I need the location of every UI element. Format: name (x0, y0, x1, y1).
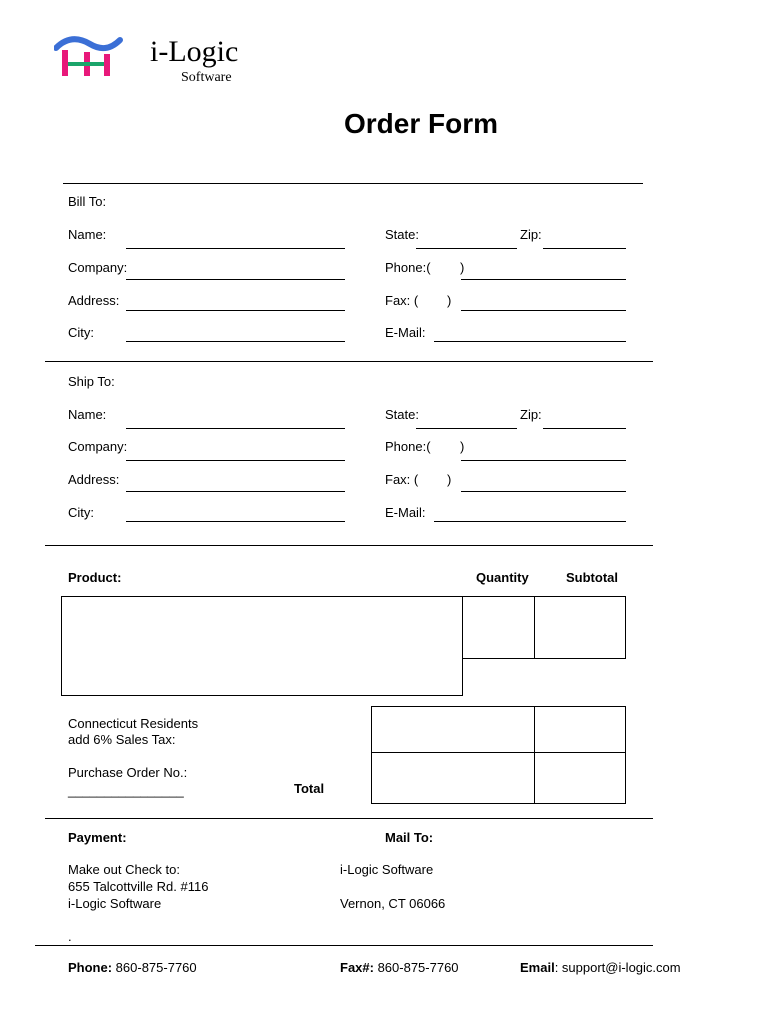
bill-email-field[interactable] (434, 341, 626, 342)
bill-fax-close: ) (447, 293, 452, 308)
bill-to-heading: Bill To: (68, 194, 107, 209)
ship-zip-field[interactable] (543, 428, 626, 429)
payment-heading: Payment: (68, 830, 127, 845)
product-box[interactable] (61, 596, 463, 696)
total-amount-box[interactable] (534, 752, 626, 804)
logo-mark-icon (54, 34, 124, 80)
section-divider (45, 545, 653, 546)
bill-zip-label: Zip: (520, 227, 542, 242)
bill-city-label: City: (68, 325, 94, 340)
section-divider (45, 361, 653, 362)
mail-to-heading: Mail To: (385, 830, 434, 845)
ship-company-field[interactable] (126, 460, 345, 461)
ship-fax-label: Fax: ( (385, 472, 419, 487)
ship-zip-label: Zip: (520, 407, 542, 422)
total-box[interactable] (371, 752, 535, 804)
ship-company-label: Company: (68, 439, 128, 454)
ship-phone-field[interactable] (461, 460, 626, 461)
logo-tagline: Software (181, 70, 232, 85)
product-header: Product: (68, 570, 122, 585)
footer-phone (68, 960, 197, 976)
ship-fax-close: ) (447, 472, 452, 487)
total-label: Total (294, 781, 325, 796)
bill-phone-label: Phone:( (385, 260, 431, 275)
po-blank[interactable]: ________________ (68, 783, 184, 798)
bill-email-label: E-Mail: (385, 325, 426, 340)
footer-divider (35, 945, 653, 946)
ship-fax-field[interactable] (461, 491, 626, 492)
quantity-box[interactable] (462, 596, 535, 659)
subtotal-header: Subtotal (566, 570, 618, 585)
footer-fax-value: 860-875-7760 (373, 960, 459, 975)
ship-phone-label: Phone:( (385, 439, 431, 454)
ship-city-field[interactable] (126, 521, 345, 522)
footer-fax (340, 960, 459, 976)
bill-company-label: Company: (68, 260, 128, 275)
ship-address-label: Address: (68, 472, 120, 487)
ship-name-label: Name: (68, 407, 107, 422)
ship-email-label: E-Mail: (385, 505, 426, 520)
ct-tax-line2: add 6% Sales Tax: (68, 732, 176, 747)
footer-phone-label: Phone: (68, 960, 113, 975)
bill-state-label: State: (385, 227, 419, 242)
ship-to-heading: Ship To: (68, 374, 115, 389)
bill-company-field[interactable] (126, 279, 345, 280)
title-divider (63, 183, 643, 184)
ship-state-field[interactable] (416, 428, 517, 429)
ship-state-label: State: (385, 407, 419, 422)
tax-amount-box[interactable] (534, 706, 626, 753)
payment-line2: 655 Talcottville Rd. #116 (68, 879, 209, 894)
ship-city-label: City: (68, 505, 94, 520)
tax-box[interactable] (371, 706, 535, 753)
footer-email-label: Email (520, 960, 555, 975)
footer-email (520, 960, 681, 976)
bill-name-field[interactable] (126, 248, 345, 249)
payment-line3: i-Logic Software (68, 896, 162, 911)
bill-fax-label: Fax: ( (385, 293, 419, 308)
bill-state-field[interactable] (416, 248, 517, 249)
quantity-header: Quantity (476, 570, 529, 585)
bill-phone-close: ) (460, 260, 465, 275)
mail-to-line1: i-Logic Software (340, 862, 434, 877)
bill-address-field[interactable] (126, 310, 345, 311)
section-divider (45, 818, 653, 819)
mail-to-line2: Vernon, CT 06066 (340, 896, 446, 911)
ship-address-field[interactable] (126, 491, 345, 492)
ship-email-field[interactable] (434, 521, 626, 522)
bill-fax-field[interactable] (461, 310, 626, 311)
bill-phone-field[interactable] (461, 279, 626, 280)
stray-dot: . (68, 929, 72, 944)
subtotal-box[interactable] (534, 596, 626, 659)
company-logo (54, 34, 124, 80)
bill-address-label: Address: (68, 293, 120, 308)
bill-zip-field[interactable] (543, 248, 626, 249)
payment-line1: Make out Check to: (68, 862, 180, 877)
footer-email-value[interactable]: : support@i-logic.com (554, 960, 681, 975)
footer-fax-label: Fax#: (340, 960, 374, 975)
bill-name-label: Name: (68, 227, 107, 242)
po-label: Purchase Order No.: (68, 765, 188, 780)
page-title: Order Form (344, 108, 499, 139)
logo-name: i-Logic (150, 35, 239, 68)
ship-name-field[interactable] (126, 428, 345, 429)
ct-tax-line1: Connecticut Residents (68, 716, 199, 731)
ship-phone-close: ) (460, 439, 465, 454)
bill-city-field[interactable] (126, 341, 345, 342)
footer-phone-value: 860-875-7760 (112, 960, 197, 975)
